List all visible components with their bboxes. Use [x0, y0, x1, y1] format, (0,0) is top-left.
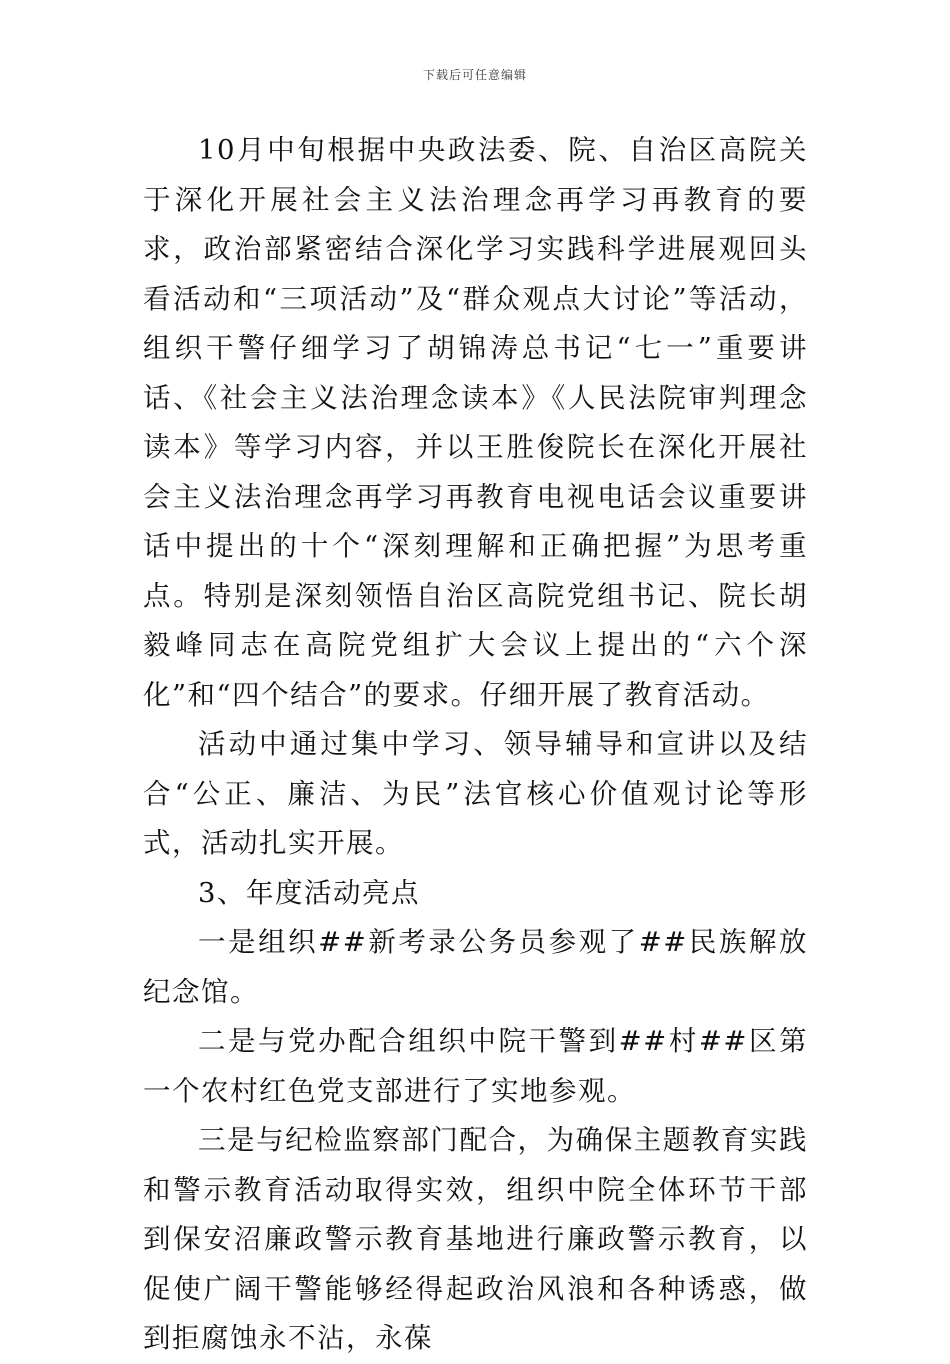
document-body [143, 126, 808, 1364]
section-heading-highlights: 3、年度活动亮点 [198, 876, 420, 909]
paragraph-theory-education: 10月中旬根据中央政法委、院、自治区高院关于深化开展社会主义法治理念再学习再教育的要求，政治部紧密结合深化学习实践科学进展观回头看活动和“三项活动”及“群众观点大讨论”等活动，组织干警仔细学习了胡锦涛总书记“七一”重要讲话、《社会主义法治理念读本》《人民法院审判理念读本》等学习内容，并以王胜俊院长在深化开展社会主义法治理念再学习再教育电视电话会议重要讲话中提出的十个“深刻理解和正确把握”为思考重点。特别是深刻领悟自治区高院党组书记、院长胡毅峰同志在高院党组扩大会议上提出的“六个深化”和“四个结合”的要求。仔细开展了教育活动。 [143, 134, 808, 711]
paragraph-highlight-two: 二是与党办配合组织中院干警到##村##区第一个农村红色党支部进行了实地参观。 [143, 1025, 808, 1107]
page-header-note: 下载后可任意编辑 [422, 68, 527, 82]
paragraph-activity-forms: 活动中通过集中学习、领导辅导和宣讲以及结合“公正、廉洁、为民”法官核心价值观讨论等形式，活动扎实开展。 [143, 728, 808, 859]
paragraph-highlight-three: 三是与纪检监察部门配合，为确保主题教育实践和警示教育活动取得实效，组织中院全体环节干部到保安沼廉政警示教育基地进行廉政警示教育，以促使广阔干警能够经得起政治风浪和各种诱惑，做到拒腐蚀永不沾，永葆 [143, 1124, 808, 1354]
paragraph-highlight-one: 一是组织##新考录公务员参观了##民族解放纪念馆。 [143, 926, 808, 1008]
